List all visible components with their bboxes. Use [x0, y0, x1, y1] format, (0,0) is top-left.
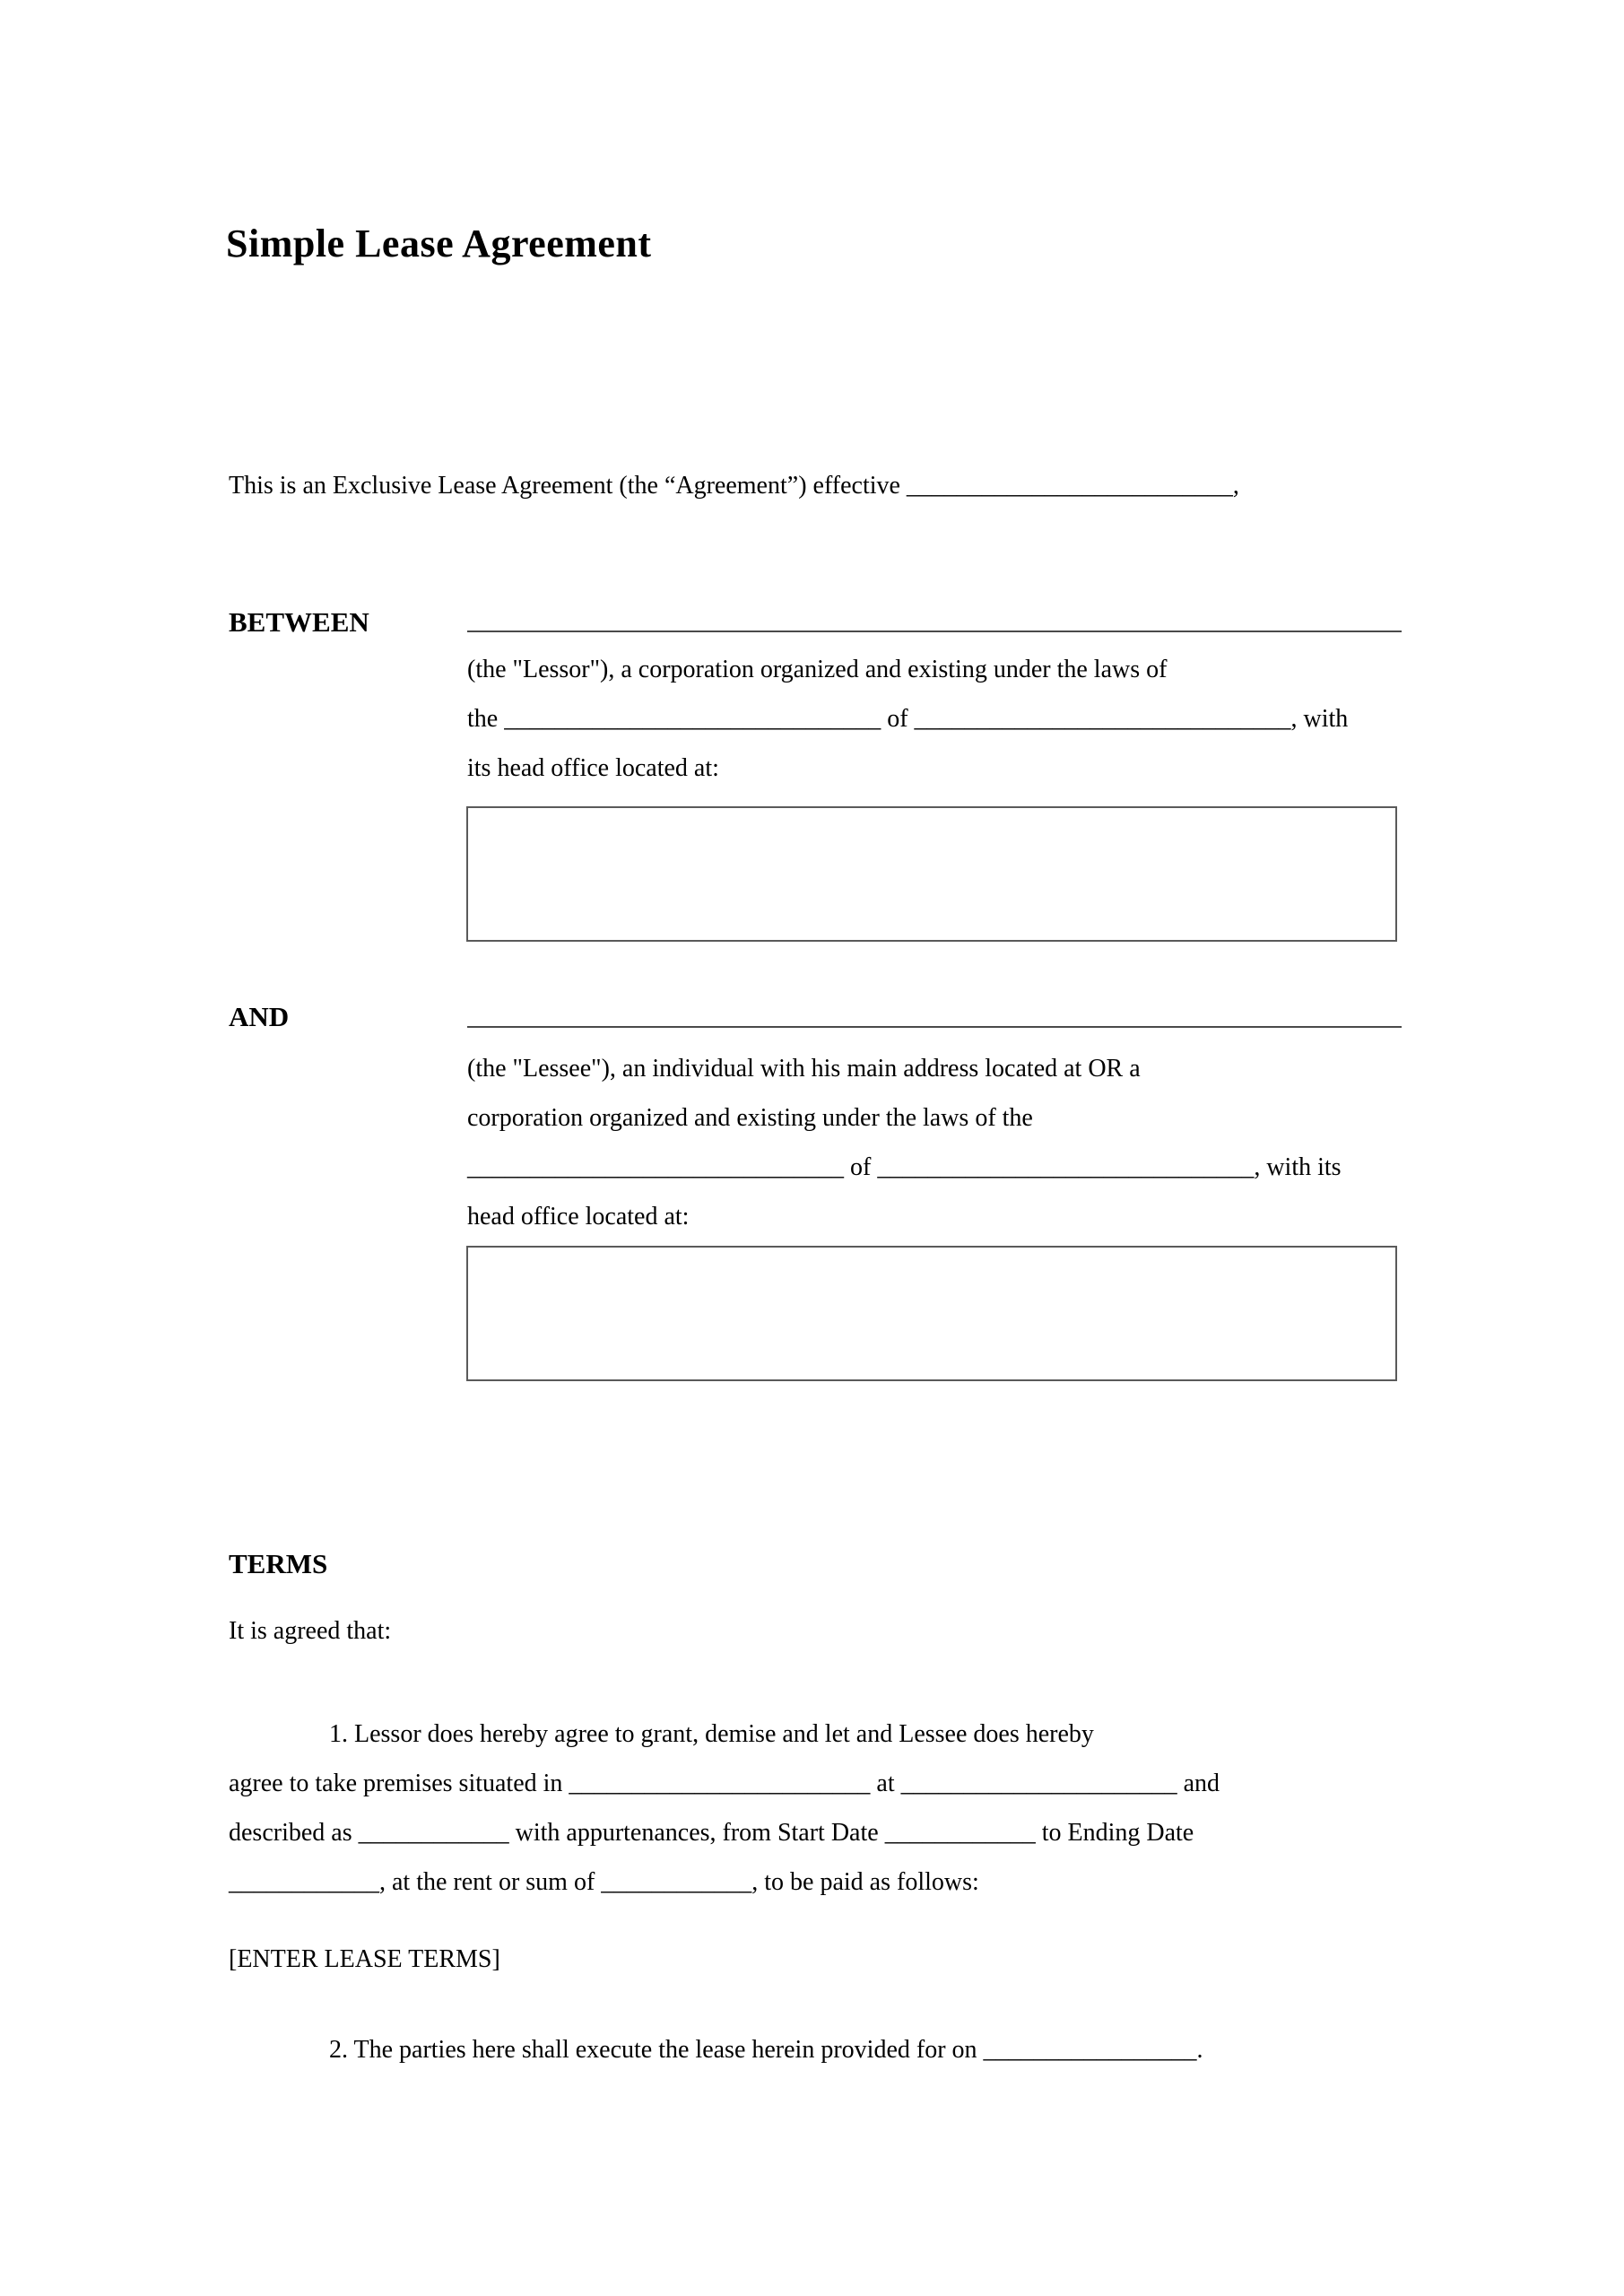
lessee-address-box[interactable] — [466, 1246, 1397, 1381]
document-title: Simple Lease Agreement — [226, 222, 652, 265]
lessor-name-blank-line[interactable] — [467, 631, 1402, 632]
terms-clause-1-line: described as ____________ with appurtenances, from Start Date ____________ to Ending Date — [229, 1819, 1194, 1847]
lessee-clause-line: corporation organized and existing under the laws of the — [467, 1104, 1033, 1132]
terms-clause-1-line: agree to take premises situated in ________________________ at ______________________ and — [229, 1770, 1220, 1797]
and-label: AND — [229, 1001, 290, 1032]
between-label: BETWEEN — [229, 606, 369, 638]
lessor-clause-line: the ______________________________ of ______________________________, with — [467, 705, 1349, 733]
terms-heading: TERMS — [229, 1548, 328, 1579]
lessor-clause — [467, 645, 1348, 793]
terms-clause-1 — [229, 1709, 1412, 1907]
lessee-clause-line: (the "Lessee"), an individual with his main address located at OR a — [467, 1055, 1141, 1083]
terms-clause-1-line: 1. Lessor does hereby agree to grant, demise and let and Lessee does hereby — [329, 1720, 1094, 1748]
lessor-clause-line: its head office located at: — [467, 754, 719, 782]
lessee-clause-line: ______________________________ of ______________________________, with its — [467, 1153, 1342, 1181]
terms-agreed-line: It is agreed that: — [229, 1617, 392, 1645]
lessor-address-box[interactable] — [466, 806, 1397, 942]
lessee-name-blank-line[interactable] — [467, 1026, 1402, 1028]
terms-clause-2: 2. The parties here shall execute the lease herein provided for on _________________. — [329, 2036, 1203, 2064]
lessor-clause-line: (the "Lessor"), a corporation organized and existing under the laws of — [467, 656, 1168, 683]
terms-clause-1-line: ____________, at the rent or sum of ____________, to be paid as follows: — [229, 1868, 979, 1896]
enter-lease-terms-placeholder: [ENTER LEASE TERMS] — [229, 1945, 500, 1973]
intro-effective-line: This is an Exclusive Lease Agreement (the “Agreement”) effective __________________________, — [229, 472, 1239, 500]
lessee-clause-line: head office located at: — [467, 1203, 690, 1231]
lessee-clause — [467, 1044, 1342, 1241]
